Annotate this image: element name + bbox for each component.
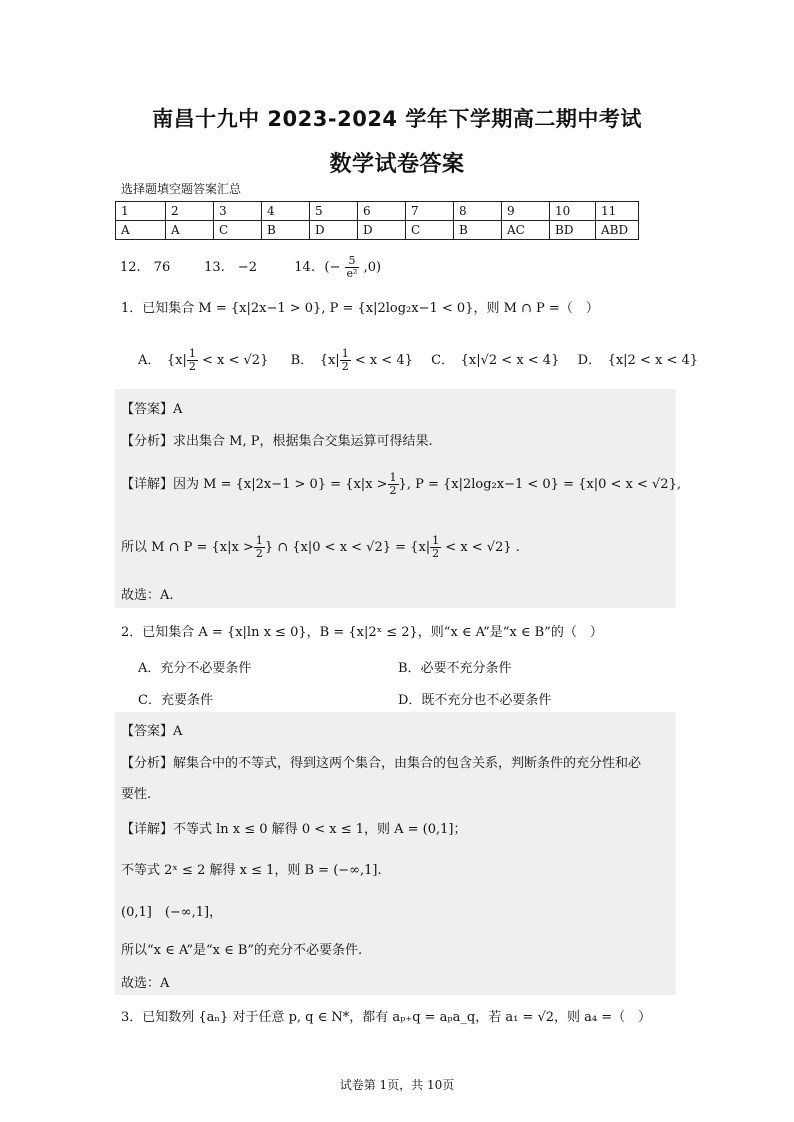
question-2-option-b: B．必要不充分条件 — [398, 661, 512, 676]
table-cell: B — [262, 221, 310, 240]
question-3-stem: 3．已知数列 {aₙ} 对于任意 p, q ∈ N*，都有 aₚ₊q = aₚa_q，若 a₁ = √2，则 a₄ =（ ） — [121, 1010, 652, 1025]
conclusion-mid: } ∩ {x|0 < x < √2} = {x| — [264, 540, 431, 555]
conclusion-fraction — [254, 535, 265, 560]
table-cell: 4 — [262, 202, 310, 221]
table-cell: ABD — [596, 221, 639, 240]
table-cell: BD — [550, 221, 596, 240]
option-b-fraction — [340, 348, 351, 373]
fraction-numerator: 1 — [432, 534, 440, 547]
table-cell: A — [166, 221, 214, 240]
question-2-detail-line-3: (0,1] (−∞,1]， — [121, 905, 223, 920]
table-cell: 1 — [116, 202, 166, 221]
table-cell: 5 — [310, 202, 358, 221]
table-cell: 6 — [358, 202, 406, 221]
question-2-option-a: A．充分不必要条件 — [138, 661, 252, 676]
fraction-denominator: e² — [346, 267, 358, 280]
question-2-analysis-line-1: 【分析】解集合中的不等式，得到这两个集合，由集合的包含关系，判断条件的充分性和必 — [121, 756, 642, 771]
exam-title: 南昌十九中 2023-2024 学年下学期高二期中考试 — [152, 107, 642, 131]
option-b-pre: B． {x| — [290, 353, 340, 368]
summary-label: 选择题填空题答案汇总 — [121, 182, 242, 196]
table-cell: B — [454, 221, 502, 240]
fill-answer-14-post: ,0) — [363, 260, 382, 275]
table-cell: 2 — [166, 202, 214, 221]
question-1-detail — [121, 472, 681, 497]
question-2-option-d: D．既不充分也不必要条件 — [398, 693, 552, 708]
conclusion-pre: 所以 M ∩ P = {x|x > — [121, 540, 254, 555]
detail-pre: 【详解】因为 M = {x|2x−1 > 0} = {x|x > — [121, 477, 388, 492]
fraction-numerator: 1 — [188, 347, 196, 360]
question-1-stem: 1．已知集合 M = {x|2x−1 > 0}, P = {x|2log₂x−1 < 0}，则 M ∩ P =（ ） — [121, 301, 599, 316]
question-2-answer: 【答案】A — [121, 724, 183, 739]
question-2-detail-line-4: 所以“x ∈ A”是“x ∈ B”的充分不必要条件. — [121, 943, 363, 958]
question-2-analysis-line-2: 要性. — [121, 787, 152, 802]
table-cell: A — [116, 221, 166, 240]
detail-fraction — [388, 472, 399, 497]
table-cell: 9 — [502, 202, 550, 221]
conclusion-post: < x < √2} . — [441, 540, 520, 555]
conclusion-fraction-2 — [430, 535, 441, 560]
table-cell: 10 — [550, 202, 596, 221]
fill-blank-answers — [120, 255, 381, 280]
fraction-denominator: 2 — [188, 360, 196, 373]
table-cell: 3 — [214, 202, 262, 221]
question-2-detail-line-2: 不等式 2ˣ ≤ 2 解得 x ≤ 1，则 B = (−∞,1]. — [121, 863, 382, 878]
question-2-option-c: C．充要条件 — [138, 693, 213, 708]
fraction-denominator: 2 — [255, 547, 263, 560]
page-footer: 试卷第 1页，共 10页 — [339, 1078, 455, 1092]
fraction-denominator: 2 — [432, 547, 440, 560]
option-a-pre: A． {x| — [138, 353, 187, 368]
question-1-conclusion — [121, 535, 520, 560]
question-1-answer: 【答案】A — [121, 402, 183, 417]
option-c: C． {x|√2 < x < 4} — [431, 353, 560, 368]
fill-answer-14-label: 14. — [294, 260, 315, 275]
table-row-answers — [116, 221, 639, 240]
option-a-fraction — [187, 348, 198, 373]
option-b-post: < x < 4} — [350, 353, 413, 368]
answer-summary-table — [115, 201, 639, 240]
table-row-numbers — [116, 202, 639, 221]
question-1-choice: 故选：A. — [121, 588, 174, 603]
table-cell: 11 — [596, 202, 639, 221]
question-1-options — [138, 348, 698, 373]
table-cell: AC — [502, 221, 550, 240]
question-1-solution-box — [115, 389, 675, 608]
option-a-post: < x < √2} — [197, 353, 269, 368]
fraction-denominator: 2 — [389, 484, 397, 497]
table-cell: 8 — [454, 202, 502, 221]
fraction-denominator: 2 — [341, 360, 349, 373]
fill-answer-12: 12. 76 — [120, 260, 171, 275]
question-2-detail-line-1: 【详解】不等式 ln x ≤ 0 解得 0 < x ≤ 1，则 A = (0,1]； — [121, 822, 467, 837]
fill-answer-13: 13. −2 — [204, 260, 257, 275]
option-d: D． {x|2 < x < 4} — [577, 353, 699, 368]
question-1-analysis: 【分析】求出集合 M, P，根据集合交集运算可得结果. — [121, 434, 433, 449]
question-2-stem: 2．已知集合 A = {x|ln x ≤ 0}，B = {x|2ˣ ≤ 2}，则“x ∈ A”是“x ∈ B”的（ ） — [121, 625, 603, 640]
fraction-numerator: 1 — [389, 471, 397, 484]
fill-answer-14-pre: (− — [324, 260, 341, 275]
table-cell: D — [358, 221, 406, 240]
table-cell: 7 — [406, 202, 454, 221]
fill-answer-14-fraction — [345, 255, 360, 280]
fraction-numerator: 1 — [255, 534, 263, 547]
fraction-numerator: 5 — [345, 255, 360, 268]
table-cell: D — [310, 221, 358, 240]
table-cell: C — [406, 221, 454, 240]
table-cell: C — [214, 221, 262, 240]
fraction-numerator: 1 — [341, 347, 349, 360]
detail-post: }, P = {x|2log₂x−1 < 0} = {x|0 < x < √2}, — [398, 477, 681, 492]
question-2-choice: 故选：A — [121, 976, 170, 991]
exam-subtitle: 数学试卷答案 — [329, 152, 465, 177]
